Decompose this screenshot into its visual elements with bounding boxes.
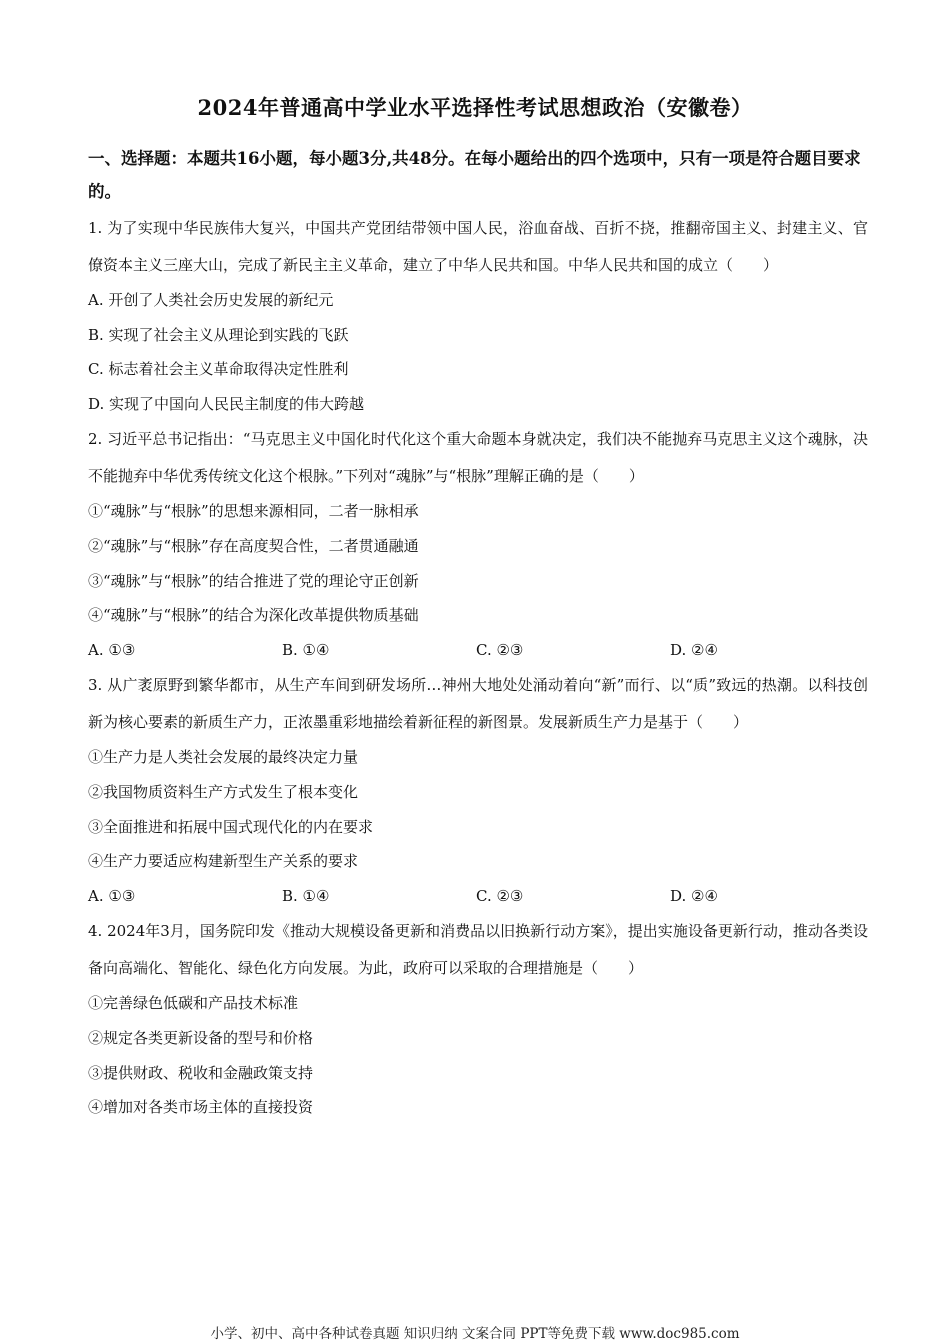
option-b: B. 实现了社会主义从理论到实践的飞跃 [88,325,349,344]
option-a: A. 开创了人类社会历史发展的新纪元 [88,291,334,309]
option-d: D. 实现了中国向人民民主制度的伟大跨越 [88,394,365,413]
page-title: 2024年普通高中学业水平选择性考试思想政治（安徽卷） [197,95,753,120]
choice-b: B. ①④ [282,886,330,905]
statement-4: ④生产力要适应构建新型生产关系的要求 [88,852,359,871]
question-stem: 2. 习近平总书记指出：“马克思主义中国化时代化这个重大命题本身就决定，我们决不能抛弃马克思主义这个魂脉，决不能抛弃中华优秀传统文化这个根脉。”下列对“魂脉”与“根脉”理解正确的是（ ） [88,430,868,485]
statement-2: ②规定各类更新设备的型号和价格 [88,1028,314,1047]
choice-b: B. ①④ [282,640,330,659]
statement-2: ②我国物质资料生产方式发生了根本变化 [88,782,359,801]
question-stem: 4. 2024年3月，国务院印发《推动大规模设备更新和消费品以旧换新行动方案》，提出实施设备更新行动，推动各类设备向高端化、智能化、绿色化方向发展。为此，政府可以采取的合理措施是（ ） [88,922,868,977]
answer-choices [88,879,868,914]
statement-4: ④增加对各类市场主体的直接投资 [88,1098,314,1117]
statement-1: ①生产力是人类社会发展的最终决定力量 [88,748,359,767]
answer-choices [88,633,868,668]
statement-2: ②“魂脉”与“根脉”存在高度契合性，二者贯通融通 [88,536,419,555]
statement-3: ③提供财政、税收和金融政策支持 [88,1063,314,1082]
questions-content [88,210,868,1125]
question-stem: 3. 从广袤原野到繁华都市，从生产车间到研发场所…神州大地处处涌动着向“新”而行、以“质”致远的热潮。以科技创新为核心要素的新质生产力，正浓墨重彩地描绘着新征程的新图景。发展新质生产力是基于（ ） [88,676,868,731]
statement-4: ④“魂脉”与“根脉”的结合为深化改革提供物质基础 [88,606,419,625]
option-c: C. 标志着社会主义革命取得决定性胜利 [88,360,349,379]
question-3 [88,667,868,913]
statement-1: ①完善绿色低碳和产品技术标准 [88,994,299,1013]
statement-1: ①“魂脉”与“根脉”的思想来源相同，二者一脉相承 [88,502,419,521]
question-stem: 1. 为了实现中华民族伟大复兴，中国共产党团结带领中国人民，浴血奋战、百折不挠，推翻帝国主义、封建主义、官僚资本主义三座大山，完成了新民主主义革命，建立了中华人民共和国。中华人民共和国的成立（ ） [88,219,868,274]
choice-a: A. ①③ [88,640,136,659]
question-1 [88,210,868,421]
section-header: 一、选择题：本题共16小题，每小题3分,共48分。在每小题给出的四个选项中，只有一项是符合题目要求的。 [88,149,861,201]
page-footer: 小学、初中、高中各种试卷真题 知识归纳 文案合同 PPT等免费下载 www.doc985.com [210,1326,740,1342]
choice-d: D. ②④ [670,886,718,905]
question-4 [88,913,868,1124]
choice-d: D. ②④ [670,640,718,659]
statement-3: ③全面推进和拓展中国式现代化的内在要求 [88,817,374,836]
question-2 [88,421,868,667]
choice-a: A. ①③ [88,886,136,905]
statement-3: ③“魂脉”与“根脉”的结合推进了党的理论守正创新 [88,571,419,590]
choice-c: C. ②③ [476,640,524,659]
choice-c: C. ②③ [476,886,524,905]
